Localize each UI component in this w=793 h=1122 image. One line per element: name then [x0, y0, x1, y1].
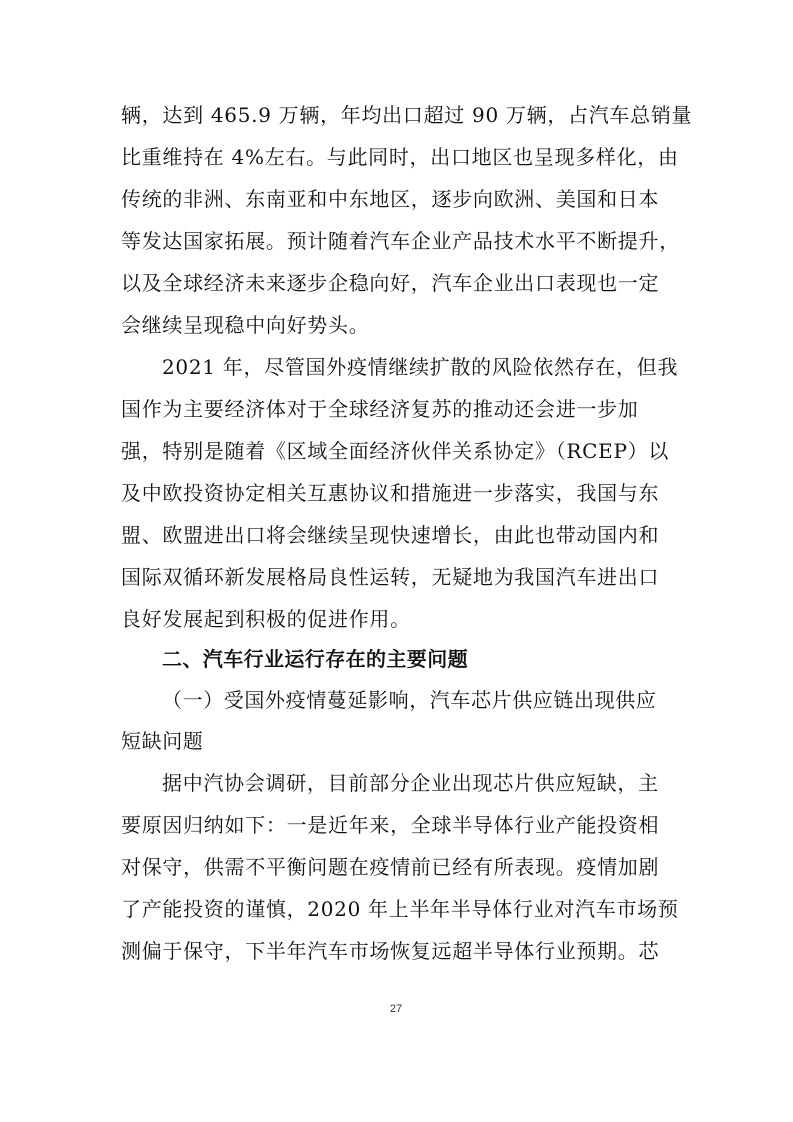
text-line-21: 测偏于保守，下半年汽车市场恢复远超半导体行业预期。芯 [121, 939, 660, 963]
text-line-18: 要原因归纳如下：一是近年来，全球半导体行业产能投资相 [121, 813, 660, 837]
text-line-12: 国际双循环新发展格局良性运转，无疑地为我国汽车进出口 [121, 565, 660, 589]
text-line-5: 以及全球经济未来逐步企稳向好，汽车企业出口表现也一定 [121, 271, 660, 295]
section-heading: 二、汽车行业运行存在的主要问题 [162, 647, 468, 671]
paragraph-2020-outlook-start: 2021 年，尽管国外疫情继续扩散的风险依然存在，但我 [162, 355, 679, 379]
text-line-6: 会继续呈现稳中向好势头。 [121, 313, 370, 337]
page-number: 27 [389, 1003, 403, 1015]
text-line-4: 等发达国家拓展。预计随着汽车企业产品技术水平不断提升， [121, 229, 680, 253]
text-line-13: 良好发展起到积极的促进作用。 [121, 607, 411, 631]
paragraph-chip-shortage-start: 据中汽协会调研，目前部分企业出现芯片供应短缺，主 [162, 771, 659, 795]
text-line-8: 国作为主要经济体对于全球经济复苏的推动还会进一步加 [121, 397, 639, 421]
text-line-10: 及中欧投资协定相关互惠协议和措施进一步落实，我国与东 [121, 481, 660, 505]
subsection-heading: （一）受国外疫情蔓延影响，汽车芯片供应链出现供应 [162, 688, 657, 712]
text-line-3: 传统的非洲、东南亚和中东地区，逐步向欧洲、美国和日本 [121, 187, 660, 211]
text-line-2: 比重维持在 4%左右。与此同时，出口地区也呈现多样化，由 [121, 145, 679, 169]
text-line-20: 了产能投资的谨慎，2020 年上半年半导体行业对汽车市场预 [121, 897, 679, 921]
text-line-19: 对保守，供需不平衡问题在疫情前已经有所表现。疫情加剧 [121, 855, 660, 879]
text-line-1: 辆，达到 465.9 万辆，年均出口超过 90 万辆，占汽车总销量 [121, 103, 693, 127]
text-line-9: 强，特别是随着《区域全面经济伙伴关系协定》（RCEP）以 [121, 439, 670, 463]
subsection-heading-continued: 短缺问题 [121, 729, 204, 753]
text-line-11: 盟、欧盟进出口将会继续呈现快速增长，由此也带动国内和 [121, 523, 660, 547]
